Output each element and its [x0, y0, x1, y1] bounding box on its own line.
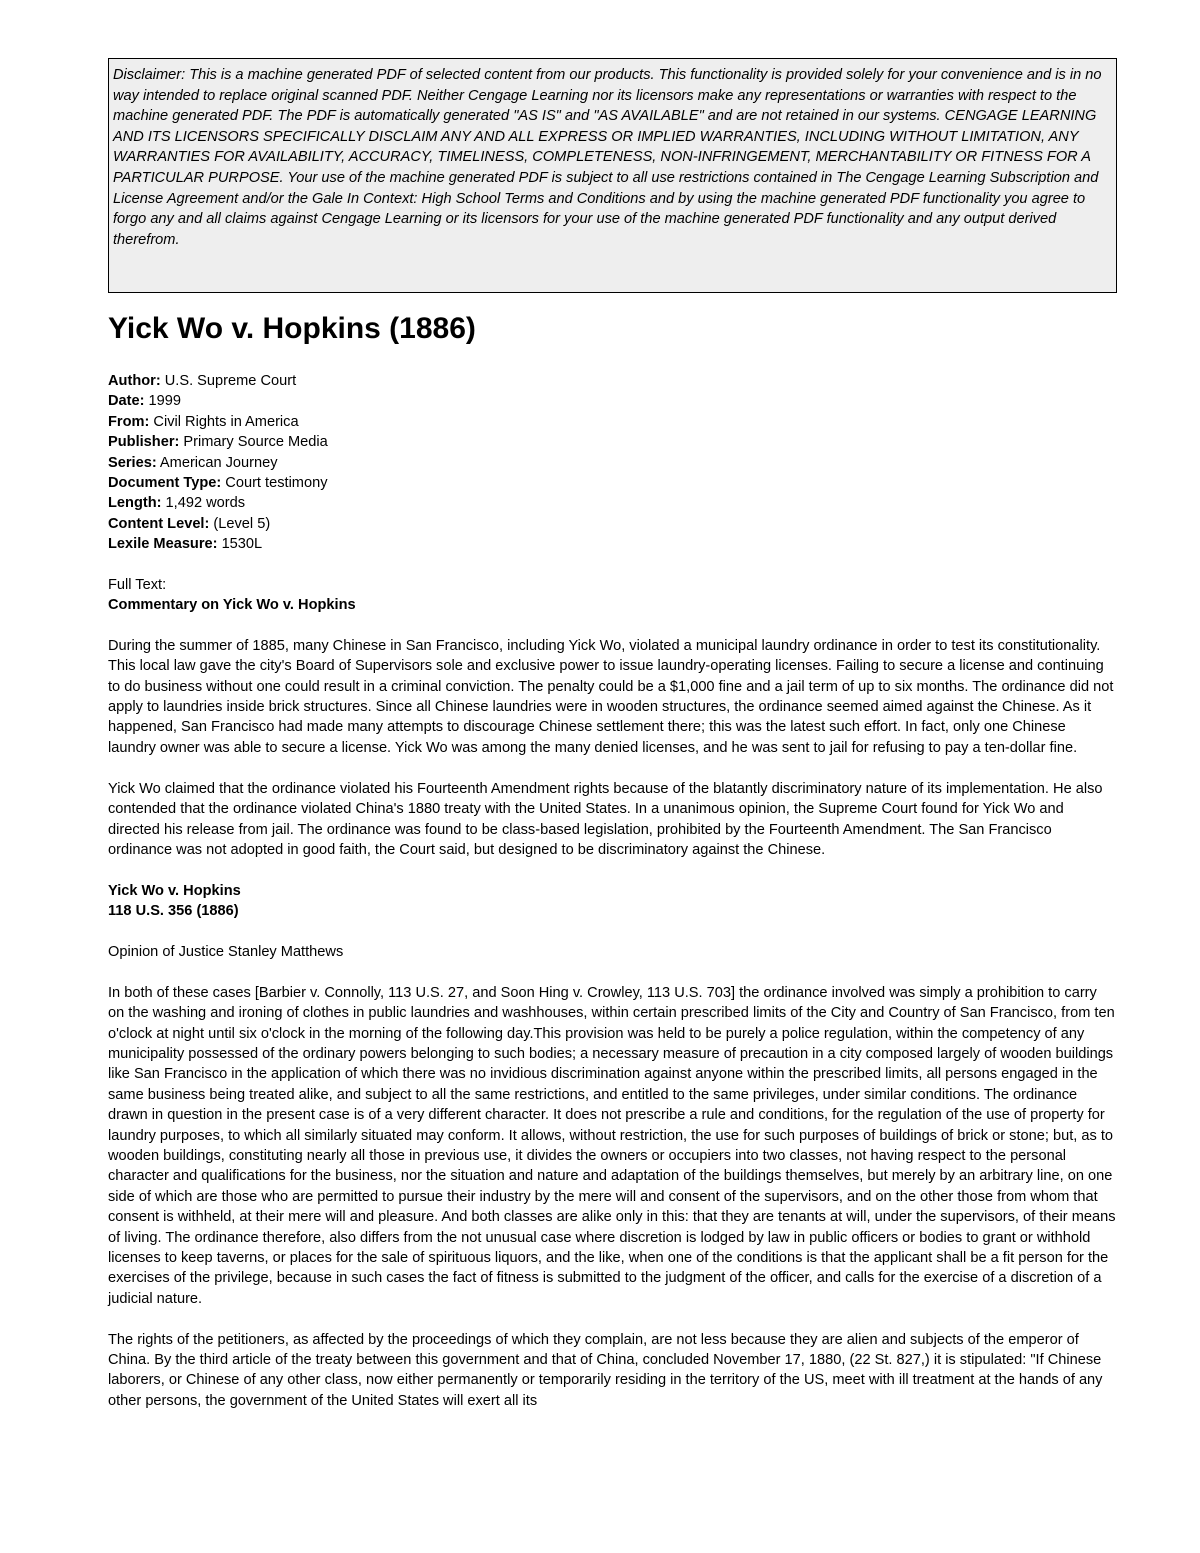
meta-publisher: Publisher: Primary Source Media: [108, 434, 328, 451]
case-title: Yick Wo v. Hopkins: [108, 882, 241, 899]
document-title: Yick Wo v. Hopkins (1886): [108, 312, 476, 345]
paragraph-4: The rights of the petitioners, as affected by the proceedings of which they complain, are not less because they are alien and subjects of the emperor of China. By the third article of the treaty between this government and that of China, concluded November 17, 1880, (22 St. 827,) it is stipulated: "If Chinese laborers, or Chinese of any other class, now either permanently or temporarily residing in the territory of the US, meet with ill treatment at the hands of any other persons, the government of the United States will exert all its: [108, 1331, 1103, 1409]
full-text-label: Full Text:: [108, 576, 167, 593]
disclaimer-box: [108, 58, 1117, 293]
paragraph-2: Yick Wo claimed that the ordinance violated his Fourteenth Amendment rights because of the blatantly discriminatory nature of its implementation. He also contended that the ordinance violated China's 1880 treaty with the United States. In a unanimous opinion, the Supreme Court found for Yick Wo and directed his release from jail. The ordinance was found to be class-based legislation, prohibited by the Fourteenth Amendment. The San Francisco ordinance was not adopted in good faith, the Court said, but designed to be discriminatory against the Chinese.: [108, 780, 1103, 858]
metadata-list: [108, 371, 1117, 555]
case-citation: 118 U.S. 356 (1886): [108, 903, 239, 920]
document-page: [108, 58, 1117, 1411]
paragraph-1: During the summer of 1885, many Chinese in San Francisco, including Yick Wo, violated a municipal laundry ordinance in order to test its constitutionality. This local law gave the city's Board of Supervisors sole and exclusive power to issue laundry-operating licenses. Failing to secure a license and continuing to do business without one could result in a criminal conviction. The penalty could be a $1,000 fine and a jail term of up to six months. The ordinance did not apply to laundries inside brick structures. Since all Chinese laundries were in wooden structures, the ordinance seemed aimed against the Chinese. As it happened, San Francisco had made many attempts to discourage Chinese settlement there; this was the latest such effort. In fact, only one Chinese laundry owner was able to secure a license. Yick Wo was among the many denied licenses, and he was sent to jail for refusing to pay a ten-dollar fine.: [108, 637, 1114, 756]
meta-document-type: Document Type: Court testimony: [108, 475, 328, 492]
meta-series: Series: American Journey: [108, 454, 278, 471]
meta-lexile-measure: Lexile Measure: 1530L: [108, 536, 263, 553]
paragraph-3: In both of these cases [Barbier v. Connolly, 113 U.S. 27, and Soon Hing v. Crowley, 113 U.S. 703] the ordinance involved was simply a prohibition to carry on the washing and ironing of clothes in public laundries and washhouses, within certain prescribed limits of the City and Country of San Francisco, from ten o'clock at night until six o'clock in the morning of the following day.This provision was held to be purely a police regulation, within the competency of any municipality possessed of the ordinary powers belonging to such bodies; a necessary measure of precaution in a city composed largely of wooden buildings like San Francisco in the application of which there was no invidious discrimination against anyone within the prescribed limits, all persons engaged in the same business being treated alike, and subject to all the same restrictions, and entitled to the same privileges, under similar conditions. The ordinance drawn in question in the present case is of a very different character. It does not prescribe a rule and conditions, for the regulation of the use of property for laundry purposes, to which all similarly situated may conform. It allows, without restriction, the use for such purposes of buildings of brick or stone; but, as to wooden buildings, constituting nearly all those in previous use, it divides the owners or occupiers into two classes, not having respect to the personal character and qualifications for the business, nor the situation and nature and adaptation of the buildings themselves, but merely by an arbitrary line, on one side of which are those who are permitted to pursue their industry by the mere will and consent of the supervisors, and on the other those from whom that consent is withheld, at their mere will and pleasure. And both classes are alike only in this: that they are tenants at will, under the supervisors, of their means of living. The ordinance therefore, also differs from the not unusual case where discretion is lodged by law in public officers or bodies to grant or withhold licenses to keep taverns, or places for the sale of spirituous liquors, and the like, when one of the conditions is that the applicant shall be a fit person for the exercises of the privilege, because in such cases the fact of fitness is submitted to the judgment of the officer, and calls for the exercise of a discretion of a judicial nature.: [108, 984, 1116, 1307]
opinion-heading: Opinion of Justice Stanley Matthews: [108, 943, 344, 960]
meta-content-level: Content Level: (Level 5): [108, 515, 271, 532]
meta-from: From: Civil Rights in America: [108, 413, 299, 430]
meta-length: Length: 1,492 words: [108, 495, 246, 512]
meta-date: Date: 1999: [108, 393, 182, 410]
disclaimer-text: Disclaimer: This is a machine generated PDF of selected content from our products. This functionality is provided solely for your convenience and is in no way intended to replace original scanned PDF. Neither Cengage Learning nor its licensors make any representations or warranties with respect to the machine generated PDF. The PDF is automatically generated "AS IS" and "AS AVAILABLE" and are not retained in our systems. CENGAGE LEARNING AND ITS LICENSORS SPECIFICALLY DISCLAIM ANY AND ALL EXPRESS OR IMPLIED WARRANTIES, INCLUDING WITHOUT LIMITATION, ANY WARRANTIES FOR AVAILABILITY, ACCURACY, TIMELINESS, COMPLETENESS, NON-INFRINGEMENT, MERCHANTABILITY OR FITNESS FOR A PARTICULAR PURPOSE. Your use of the machine generated PDF is subject to all use restrictions contained in The Cengage Learning Subscription and License Agreement and/or the Gale In Context: High School Terms and Conditions and by using the machine generated PDF functionality you agree to forgo any and all claims against Cengage Learning or its licensors for your use of the machine generated PDF functionality and any output derived therefrom.: [113, 67, 1102, 248]
meta-author: Author: U.S. Supreme Court: [108, 373, 297, 389]
commentary-title: Commentary on Yick Wo v. Hopkins: [108, 597, 356, 614]
